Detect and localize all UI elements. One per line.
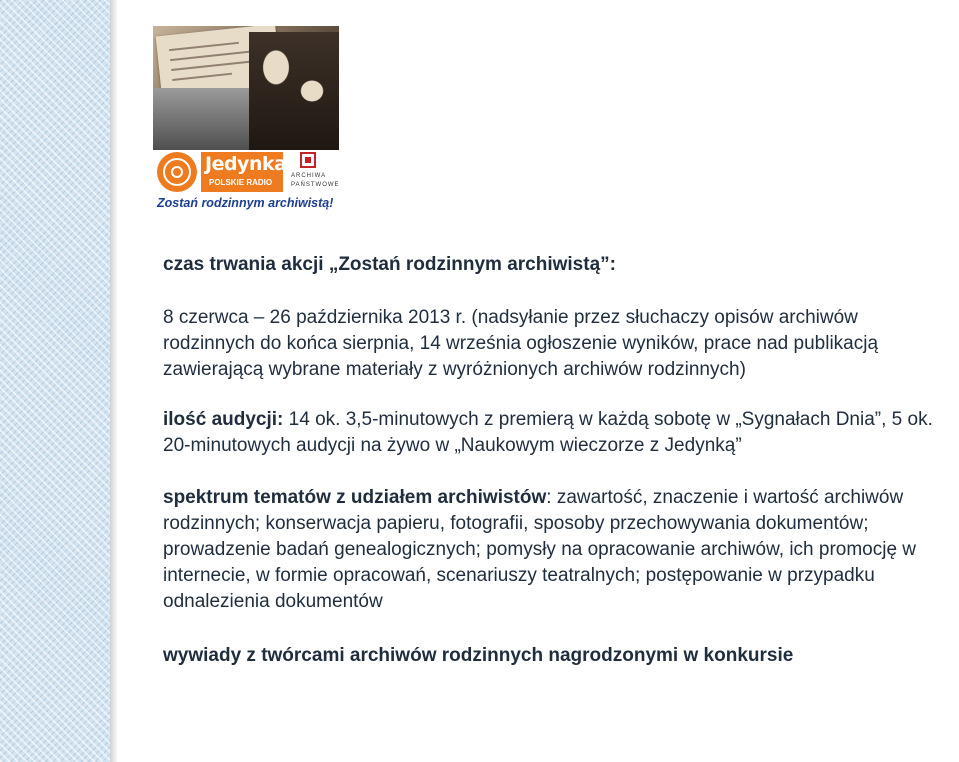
campaign-slogan: Zostań rodzinnym archiwistą!	[157, 196, 334, 210]
topics-label: spektrum tematów z udziałem archiwistów	[163, 487, 547, 508]
brand-row	[157, 152, 339, 198]
campaign-logo	[153, 26, 339, 214]
archive-line-2: PAŃSTWOWE	[291, 182, 340, 188]
archive-photo-collage	[153, 26, 339, 150]
content-body	[163, 252, 953, 669]
side-pattern-strip	[0, 0, 110, 762]
group-photo	[153, 88, 263, 150]
jedynka-brand-sub: POLSKIE RADIO	[209, 178, 273, 187]
topics-paragraph	[163, 485, 953, 615]
jedynka-brand: Jedynka	[205, 153, 287, 175]
topics-text: : zawartość, znaczenie i wartość archiwów rodzinnych; konserwacja papieru, fotografii, sposoby przechowywania dokumentów; prowadzenie badań genealogicznych; pomysły na opracowanie archiwów, ich promocję w internecie, w formie opracowań, scenariuszy teatralnych; postępowanie w przypadku odnalezienia dokumentów	[163, 487, 917, 612]
broadcast-count-text: 14 ok. 3,5-minutowych z premierą w każdą sobotę w „Sygnałach Dnia”, 5 ok. 20-minutowych audycji na żywo w „Naukowym wieczorze z Jedynką”	[163, 409, 933, 456]
interviews-line: wywiady z twórcami archiwów rodzinnych nagrodzonymi w konkursie	[163, 645, 794, 666]
side-shadow	[110, 0, 118, 762]
duration-text: 8 czerwca – 26 października 2013 r. (nadsyłanie przez słuchaczy opisów archiwów rodzinnych do końca sierpnia, 14 września ogłoszenie wyników, prace nad publikacją zawierającą wybrane materiały z wyróżnionych archiwów rodzinnych)	[163, 307, 879, 380]
jedynka-logo	[201, 152, 287, 192]
archiwa-panstwowe-icon	[300, 152, 316, 168]
broadcast-count-label: ilość audycji:	[163, 409, 284, 430]
radio-waves-icon	[157, 152, 197, 192]
children-portrait-photo	[249, 32, 339, 150]
archive-line-1: ARCHIWA	[291, 173, 327, 179]
archiwa-panstwowe-label	[291, 172, 341, 190]
duration-heading: czas trwania akcji „Zostań rodzinnym archiwistą”:	[163, 254, 616, 275]
broadcast-count-paragraph	[163, 407, 953, 459]
